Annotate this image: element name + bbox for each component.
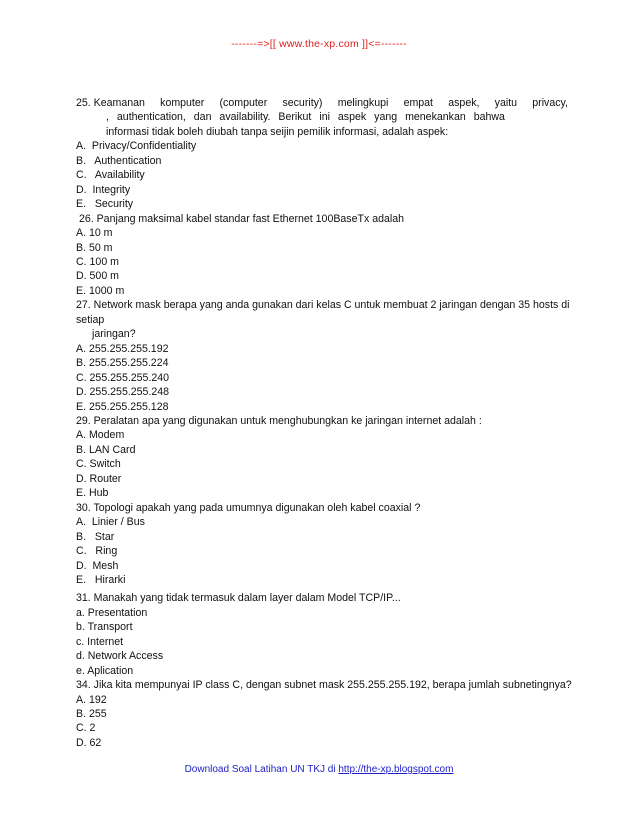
footer-link[interactable]: http://the-xp.blogspot.com bbox=[338, 764, 454, 775]
option: A. Privacy/Confidentiality bbox=[76, 140, 197, 153]
option: D. Integrity bbox=[76, 183, 131, 196]
option: b. Transport bbox=[76, 621, 133, 634]
option: B. 255.255.255.224 bbox=[76, 357, 169, 370]
footer-text: Download Soal Latihan UN TKJ di bbox=[184, 764, 339, 775]
option: E. Hirarki bbox=[76, 573, 126, 586]
option: B. Authentication bbox=[76, 154, 162, 167]
option: B. 50 m bbox=[76, 241, 113, 254]
option: C. Ring bbox=[76, 545, 118, 558]
question-30: 30. Topologi apakah yang pada umumnya digunakan oleh kabel coaxial ? bbox=[76, 501, 421, 514]
option: a. Presentation bbox=[76, 606, 148, 619]
option: D. Mesh bbox=[76, 559, 119, 572]
question-34: 34. Jika kita mempunyai IP class C, dengan subnet mask 255.255.255.192, berapa jumlah subnetingnya? bbox=[76, 679, 572, 692]
option: D. 255.255.255.248 bbox=[76, 386, 170, 399]
document-body bbox=[76, 96, 572, 750]
question-31: 31. Manakah yang tidak termasuk dalam layer dalam Model TCP/IP... bbox=[76, 592, 401, 605]
option: A. Linier / Bus bbox=[76, 516, 145, 529]
question-25-line-3: informasi tidak boleh diubah tanpa seijin pemilik informasi, adalah aspek: bbox=[106, 125, 449, 138]
option: E. 1000 m bbox=[76, 284, 125, 297]
option: B. LAN Card bbox=[76, 443, 136, 456]
question-27-line-3: jaringan? bbox=[92, 328, 136, 341]
option: D. 62 bbox=[76, 736, 102, 749]
option: c. Internet bbox=[76, 635, 124, 648]
option: E. Security bbox=[76, 198, 134, 211]
option: C. Availability bbox=[76, 169, 145, 182]
option: C. 2 bbox=[76, 722, 96, 735]
option: C. Switch bbox=[76, 458, 121, 471]
option: C. 255.255.255.240 bbox=[76, 371, 170, 384]
option: e. Aplication bbox=[76, 664, 134, 677]
option: D. Router bbox=[76, 472, 122, 485]
question-25-line-2: , authentication, dan availability. Berikut ini aspek yang menekankan bahwa bbox=[106, 111, 505, 124]
option: C. 100 m bbox=[76, 255, 119, 268]
option: E. Hub bbox=[76, 487, 109, 500]
option: A. 255.255.255.192 bbox=[76, 342, 169, 355]
option: A. Modem bbox=[76, 429, 125, 442]
option: B. 255 bbox=[76, 708, 107, 721]
question-29: 29. Peralatan apa yang digunakan untuk menghubungkan ke jaringan internet adalah : bbox=[76, 414, 482, 427]
option: E. 255.255.255.128 bbox=[76, 400, 169, 413]
question-27-line-2: setiap bbox=[76, 313, 105, 326]
question-27-line-1: 27. Network mask berapa yang anda gunakan dari kelas C untuk membuat 2 jaringan dengan 35 hosts di bbox=[76, 299, 570, 312]
option: B. Star bbox=[76, 530, 115, 543]
option: A. 192 bbox=[76, 693, 107, 706]
page-footer bbox=[0, 764, 638, 775]
question-26: 26. Panjang maksimal kabel standar fast Ethernet 100BaseTx adalah bbox=[76, 212, 405, 225]
option: d. Network Access bbox=[76, 650, 164, 663]
question-25-line-1: 25. Keamanan komputer (computer security) melingkupi empat aspek, yaitu privacy, bbox=[76, 97, 568, 109]
option: D. 500 m bbox=[76, 270, 119, 283]
option: A. 10 m bbox=[76, 227, 113, 240]
page-header: -------=>[[ www.the-xp.com ]]<=------- bbox=[231, 38, 407, 50]
